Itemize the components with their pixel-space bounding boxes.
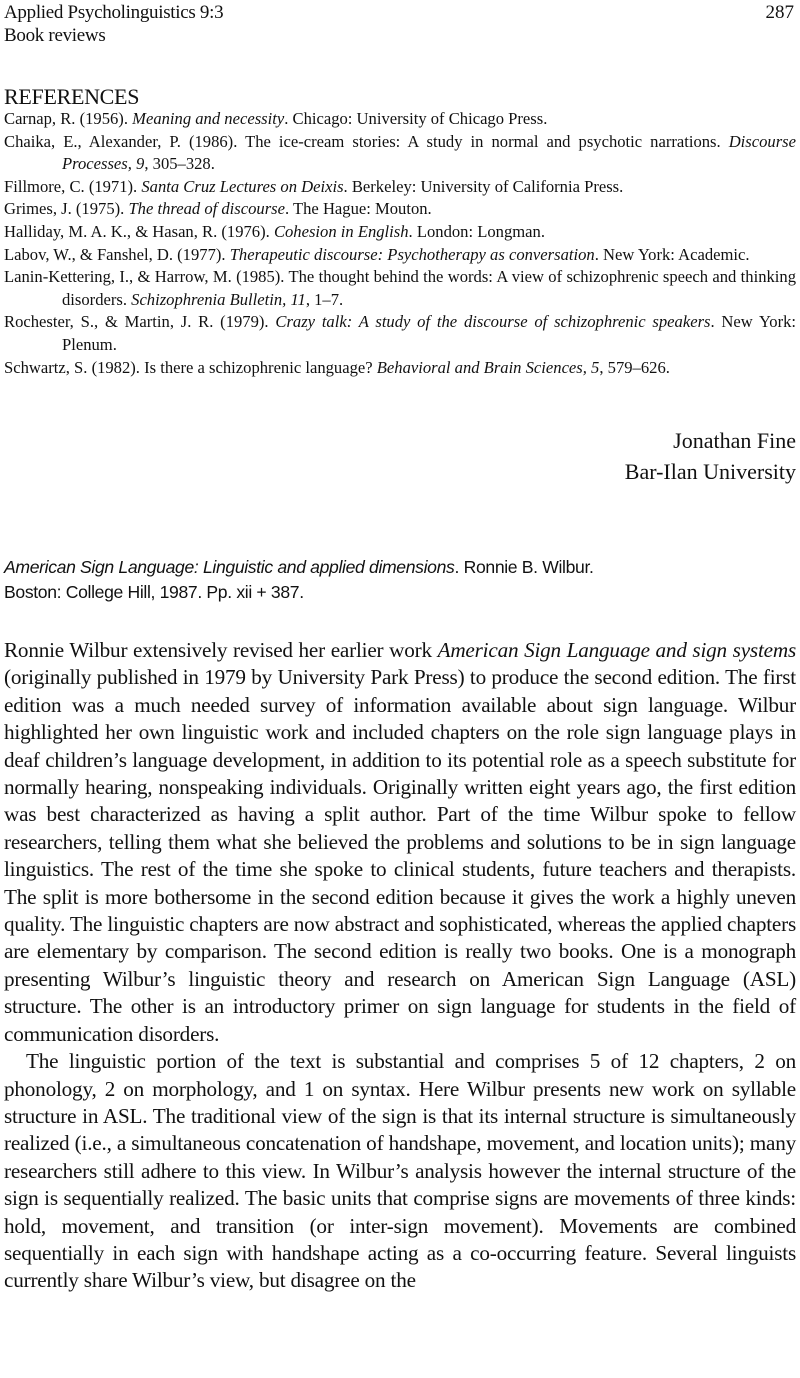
references-heading: REFERENCES: [4, 84, 140, 109]
running-header-journal: Applied Psycholinguistics 9:3: [4, 2, 224, 23]
reviewer-name: Jonathan Fine: [673, 428, 796, 453]
review-paragraph: The linguistic portion of the text is substantial and comprises 5 of 12 chapters, 2 on phonology, 2 on morphology, and 1 on syntax. Here Wilbur presents new work on syllable structure in ASL. The traditional view of the sign is that its internal structure is simultaneously realized (i.e., a simultaneous concatenation of handshape, movement, and location units); many researchers still adhere to this view. In Wilbur’s analysis however the internal structure of the sign is sequentially realized. The basic units that comprise signs are movements of three kinds: hold, movement, and transition (or inter-sign movement). Movements are combined sequentially in each sign with handshape acting as a co-occurring feature. Several linguists currently share Wilbur’s view, but disagree on the: [4, 1049, 796, 1293]
reviewed-book-citation: [4, 555, 796, 605]
running-header-section: Book reviews: [4, 25, 106, 46]
book-author: . Ronnie B. Wilbur.: [454, 557, 594, 577]
reference-item: Grimes, J. (1975). The thread of discourse. The Hague: Mouton.: [4, 199, 432, 219]
book-publication: Boston: College Hill, 1987. Pp. xii + 387.: [4, 582, 304, 602]
reference-item: Carnap, R. (1956). Meaning and necessity. Chicago: University of Chicago Press.: [4, 109, 548, 128]
page-number: 287: [765, 2, 794, 23]
reference-item: Labov, W., & Fanshel, D. (1977). Therapeutic discourse: Psychotherapy as conversation. New York: Academic.: [4, 244, 750, 264]
reference-item: Schwartz, S. (1982). Is there a schizophrenic language? Behavioral and Brain Sciences, 5, 579–626.: [4, 357, 670, 377]
reference-item: Rochester, S., & Martin, J. R. (1979). Crazy talk: A study of the discourse of schizophrenic speakers. New York: Plenum.: [4, 312, 796, 354]
book-title: American Sign Language: Linguistic and applied dimensions: [4, 557, 455, 577]
reviewer-signature: [625, 425, 796, 487]
reference-item: Fillmore, C. (1971). Santa Cruz Lectures on Deixis. Berkeley: University of California Press.: [4, 176, 624, 196]
reference-item: Lanin-Kettering, I., & Harrow, M. (1985). The thought behind the words: A view of schizophrenic speech and thinking disorders. Schizophrenia Bulletin, 11, 1–7.: [4, 267, 796, 309]
reference-item: Chaika, E., Alexander, P. (1986). The ice-cream stories: A study in normal and psychotic narrations. Discourse Processes, 9, 305–328.: [4, 131, 796, 174]
review-body: [4, 637, 796, 1295]
reviewer-affiliation: Bar-Ilan University: [624, 459, 796, 484]
reference-item: Halliday, M. A. K., & Hasan, R. (1976). Cohesion in English. London: Longman.: [4, 221, 545, 241]
references-list: [4, 108, 796, 379]
review-paragraph: Ronnie Wilbur extensively revised her earlier work American Sign Language and sign systems (originally published in 1979 by University Park Press) to produce the second edition. The first edition was a much needed survey of information available about sign language. Wilbur highlighted her own linguistic work and included chapters on the role sign language plays in deaf children’s language development, in addition to its potential role as a speech substitute for normally hearing, nonspeaking individuals. Originally written eight years ago, the first edition was best characterized as having a split author. Part of the time Wilbur spoke to fellow researchers, telling them what she believed the problems and solutions to be in sign language linguistics. The rest of the time she spoke to clinical students, future teachers and therapists. The split is more bothersome in the second edition because it gives the work a highly uneven quality. The linguistic chapters are now abstract and sophisticated, whereas the applied chapters are elementary by comparison. The second edition is really two books. One is a monograph presenting Wilbur’s linguistic theory and research on American Sign Language (ASL) structure. The other is an introductory primer on sign language for students in the field of communication disorders.: [4, 638, 797, 1046]
